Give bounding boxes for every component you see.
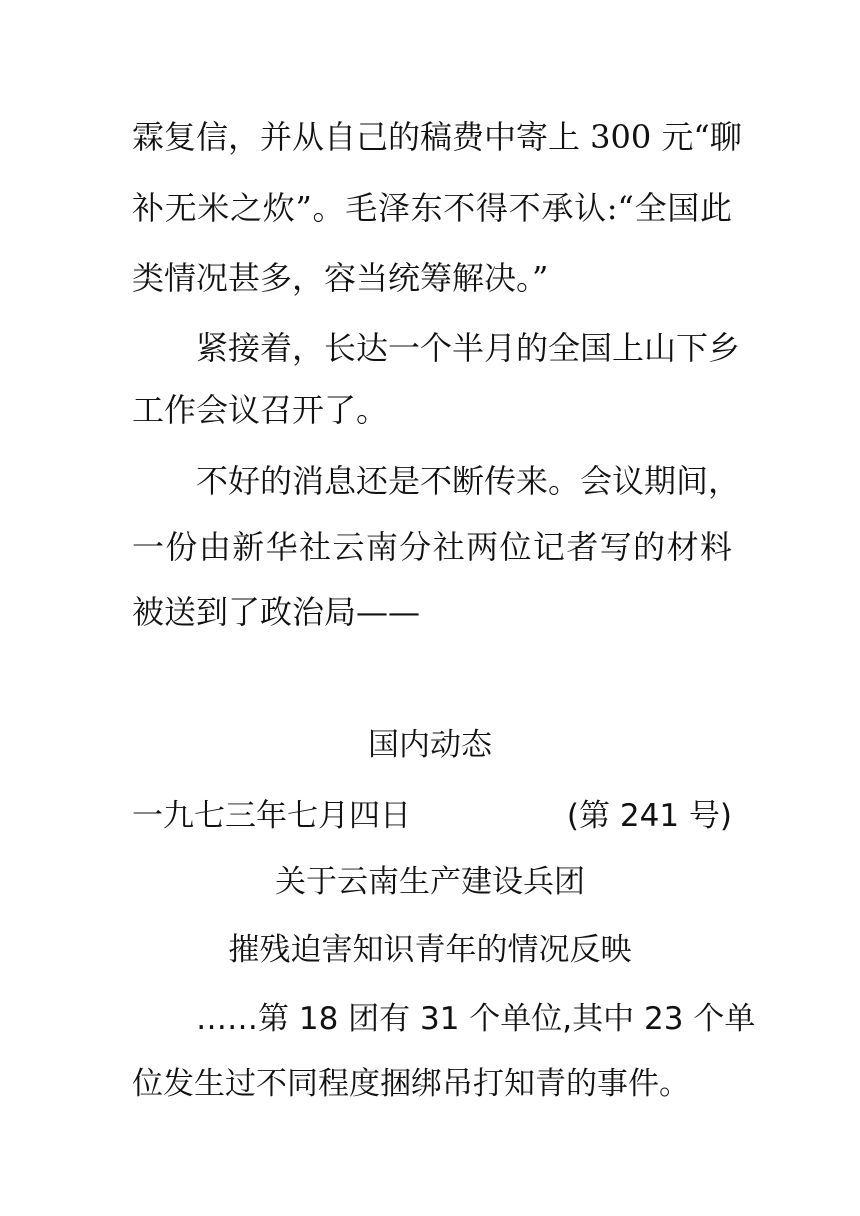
paragraph-line: 被送到了政治局—— <box>132 593 421 631</box>
paragraph-line: 类情况甚多，容当统筹解决。” <box>132 259 549 297</box>
paragraph-line: 不好的消息还是不断传来。会议期间， <box>196 462 741 500</box>
paragraph-line: 一份由新华社云南分社两位记者写的材料 <box>132 528 732 566</box>
document-title-line: 关于云南生产建设兵团 <box>275 864 585 900</box>
document-body-line: ……第 18 团有 31 个单位,其中 23 个单 <box>196 1001 756 1037</box>
paragraph-line: 霖复信，并从自己的稿费中寄上 300 元“聊 <box>132 118 742 156</box>
document-date: 一九七三年七月四日 <box>132 798 411 834</box>
document-body-line: 位发生过不同程度捆绑吊打知青的事件。 <box>132 1066 690 1102</box>
paragraph-line: 工作会议召开了。 <box>132 391 389 429</box>
paragraph-line: 补无米之炊”。毛泽东不得不承认:“全国此 <box>132 189 732 227</box>
document-date-row <box>132 791 732 841</box>
paragraph-line: 紧接着，长达一个半月的全国上山下乡 <box>196 329 741 367</box>
document-issue-number: (第 241 号) <box>566 798 732 834</box>
document-title-line: 摧残迫害知识青年的情况反映 <box>228 932 632 968</box>
document-header: 国内动态 <box>368 727 492 763</box>
